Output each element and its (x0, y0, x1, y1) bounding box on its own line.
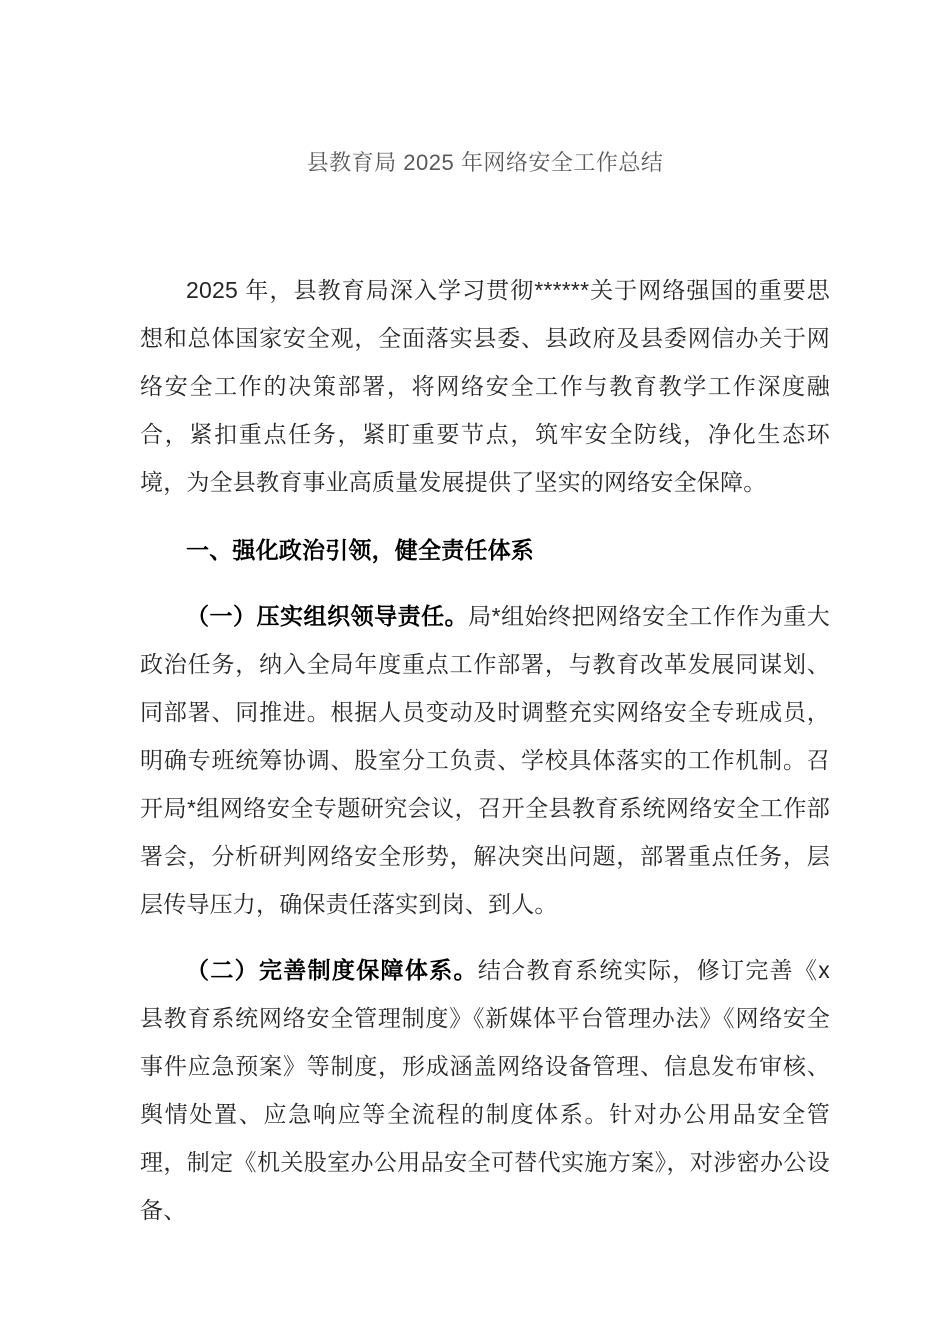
document-title: 县教育局 2025 年网络安全工作总结 (306, 150, 664, 175)
paragraph-2-lead: （二）完善制度保障体系。 (186, 957, 478, 983)
paragraph-2-body: 结合教育系统实际，修订完善《x 县教育系统网络安全管理制度》《新媒体平台管理办法》《网络安全事件应急预案》等制度，形成涵盖网络设备管理、信息发布审核、舆情处置、应急响应等全流程的制度体系。针对办公用品安全管理，制定《机关股室办公用品安全可替代实施方案》，对涉密办公设备、 (140, 957, 830, 1223)
intro-paragraph: 2025 年，县教育局深入学习贯彻******关于网络强国的重要思想和总体国家安全观，全面落实县委、县政府及县委网信办关于网络安全工作的决策部署，将网络安全工作与教育教学工作深度融合，紧扣重点任务，紧盯重要节点，筑牢安全防线，净化生态环境，为全县教育事业高质量发展提供了坚实的网络安全保障。 (140, 277, 830, 495)
paragraph-1 (140, 592, 830, 928)
paragraph-2 (140, 946, 830, 1234)
paragraph-1-body: 局*组始终把网络安全工作作为重大政治任务，纳入全局年度重点工作部署，与教育改革发展同谋划、同部署、同推进。根据人员变动及时调整充实网络安全专班成员，明确专班统筹协调、股室分工负责、学校具体落实的工作机制。召开局*组网络安全专题研究会议，召开全县教育系统网络安全工作部署会，分析研判网络安全形势，解决突出问题，部署重点任务，层层传导压力，确保责任落实到岗、到人。 (140, 603, 830, 917)
paragraph-1-lead: （一）压实组织领导责任。 (186, 603, 469, 629)
section-heading-1: 一、强化政治引领，健全责任体系 (186, 537, 534, 563)
